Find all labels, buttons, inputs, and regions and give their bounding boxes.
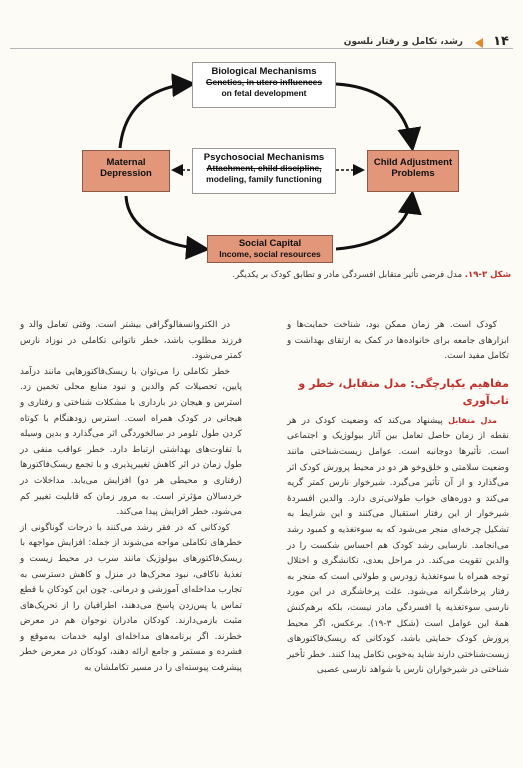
maternal-line2: Depression <box>100 168 152 179</box>
biological-title: Biological Mechanisms <box>211 66 317 77</box>
psychosocial-line2: modeling, family functioning <box>206 174 322 184</box>
header-rule <box>10 48 513 49</box>
biological-line2: on fetal development <box>221 88 307 98</box>
child-line1: Child Adjustment <box>373 157 453 168</box>
header-triangle-icon <box>475 38 483 48</box>
caption-text: مدل فرضی تأثیر متقابل افسردگی مادر و تطابق کودک بر یکدیگر. <box>232 270 465 280</box>
social-line1: Income, social resources <box>219 249 321 259</box>
psychosocial-line1: Attachment, child discipline, <box>206 163 322 173</box>
paragraph-text: پیشنهاد می‌کند که وضعیت کودک در هر نقطه از زمان حاصل تعامل بین آثار بیولوژیک و اجتماعی است. تأثیرها دوجانبه است. عوامل زیست‌شناختی مانند وضعیت سلامتی و خلق‌وخو هر دو در محیط پرورش کودک اثر می‌گذارد و از آن تأثیر می‌گیرد. شیرخوار نارس کمتر گریه می‌کند و دوره‌های خواب طولانی‌تری دارد. والدین افسردهٔ شیرخوار از این رفتار استقبال می‌کنند و این شرایط به تشکیل چرخه‌ای منجر می‌شود که به سوءتغذیه و کمبود رشد می‌انجامد. نارسایی رشد کودک هم احساس شکست را در والدین تقویت می‌کند. در مراحل بعدی، تکانشگری و اختلال توجه همراه با سوءتغذیهٔ زودرس و طولانی است که منجر به رفتار پرخاشگرانه می‌شود. علت پرخاشگری در این مورد نارسی سوءتغذیه یا افسردگی مادر نیست، بلکه برهم‌کنش همهٔ این عوامل است (شکل ۳-۱۹). برعکس، اگر محیط پرورش کودک حمایتی باشد، کودکانی که ریسک‌فاکتورهای زیست‌شناختی دارند شاید به‌خوبی تکامل پیدا کنند. خطر تأخیر شناختی در شیرخواران نارس با شواهد نارسی عصبی <box>287 415 509 676</box>
paragraph: کودک است. هر زمان ممکن بود، شناخت حمایت‌ها و ابزارهای جامعه برای خانواده‌ها در کمک به ارتقای بهداشت و تکامل مفید است. <box>287 320 509 362</box>
psychosocial-title: Psychosocial Mechanisms <box>203 152 325 163</box>
social-capital-box <box>207 235 333 263</box>
left-column <box>20 318 242 677</box>
arrow-top-left <box>120 84 190 148</box>
paragraph: خطر تکاملی را می‌توان با ریسک‌فاکتورهایی مانند درآمد پایین، تحصیلات کم والدین و نبود منابع محلی تخمین زد. استرس و هیجان در بارداری با مشکلات شناختی و رفتاری و هیجانی در کودک همراه است. استرس زودهنگام با کوتاه کردن طول تلومر در سالخوردگی اثر می‌گذارد و بدین وسیله با تفاوت‌های بهداشتی ارتباط دارد. خطر عواقب منفی در طول زمان در اثر کاهش تغییرپذیری و با تجمع ریسک‌فاکتورها (رفتاری و محیطی هر دو) افزایش می‌یابد. مداخلات در خردسالان مؤثرتر است. به مرور زمان که قابلیت تغییر کم می‌شود، خطر افزایش پیدا می‌کند. <box>20 366 242 518</box>
maternal-depression-box <box>82 150 170 192</box>
side-label: مدل متقابل <box>448 415 497 425</box>
caption-label: شکل ۳-۱۹. <box>464 270 511 280</box>
paragraph <box>287 413 509 679</box>
arrow-bottom-right <box>336 196 412 249</box>
biological-line1: Genetics, in utero influences <box>205 77 323 87</box>
social-title: Social Capital <box>238 238 302 249</box>
maternal-line1: Maternal <box>106 157 146 168</box>
child-line2: Problems <box>391 168 435 179</box>
running-title: رشد، تکامل و رفتار نلسون <box>343 37 463 47</box>
paragraph: کودکانی که در فقر رشد می‌کنند با درجات گوناگونی از خطرهای تکاملی مواجه می‌شوند از جمله: افزایش مواجهه با ریسک‌فاکتورهای بیولوژیک مانند سرب در محیط زیست و تغذیهٔ ناکافی، نبود محرک‌ها در منزل و کاهش دسترسی به تجارب مداخله‌ای آموزشی و درمانی. چون این کودکان با قطع تماس یا پس‌زدن پاسخ می‌دهند، اطرافیان را از تحریک‌های مثبت بازمی‌دارند. کودکان مادران نوجوان هم در معرض خطرند. اگر برنامه‌های مداخله‌ای اولیه خدمات به‌موقع و فشرده و مستمر و جامع ارائه دهند، کودکان در معرض خطر پیشرفت پیوسته‌ای را در مسیر تکاملشان به <box>20 522 242 674</box>
paragraph: در الکتروانسفالوگرافی بیشتر است. وقتی تعامل والد و فرزند مطلوب باشد، خطر ناتوانی تکاملی در نوزاد نارس کمتر می‌شود. <box>20 320 242 362</box>
page-number: ۱۴ <box>493 34 509 49</box>
section-heading: مفاهیم یکپارچگی: مدل متقابل، خطر و تاب‌آوری <box>298 376 509 407</box>
right-column <box>287 318 509 679</box>
biological-mechanisms-box <box>192 62 336 108</box>
arrow-bottom-left <box>126 196 204 249</box>
child-adjustment-box <box>367 150 459 192</box>
psychosocial-mechanisms-box <box>192 148 336 194</box>
arrow-top-right <box>336 84 412 146</box>
figure-caption <box>180 270 511 280</box>
